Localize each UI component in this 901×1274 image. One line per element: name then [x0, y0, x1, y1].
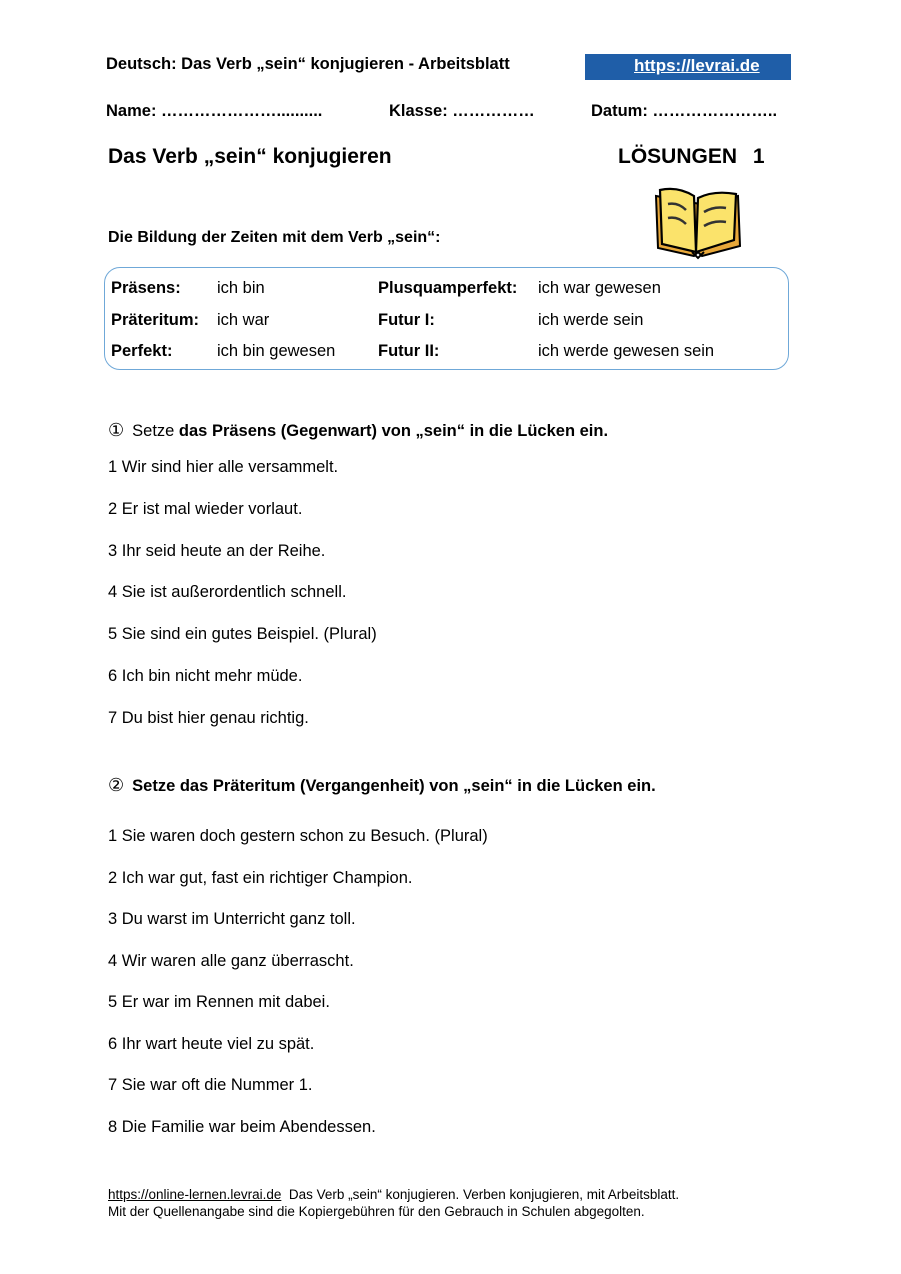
exercise-2-item: 2 Ich war gut, fast ein richtiger Champion. — [108, 869, 413, 887]
exercise-1-instruction: das Präsens (Gegenwart) von „sein“ in die Lücken ein. — [178, 422, 609, 440]
tense-value-praeteritum: ich war — [217, 311, 270, 329]
tense-value-plusquamperfekt: ich war gewesen — [538, 279, 661, 297]
exercise-1-item: 7 Du bist hier genau richtig. — [108, 709, 309, 727]
tense-label-praesens: Präsens: — [111, 279, 181, 297]
page-title: Das Verb „sein“ konjugieren — [108, 145, 392, 168]
exercise-1-item: 4 Sie ist außerordentlich schnell. — [108, 583, 347, 601]
exercise-2-item: 4 Wir waren alle ganz überrascht. — [108, 952, 354, 970]
exercise-1-heading — [108, 420, 608, 441]
open-book-icon — [648, 182, 746, 262]
worksheet-header-title: Deutsch: Das Verb „sein“ konjugieren - Arbeitsblatt — [106, 55, 510, 73]
tense-value-perfekt: ich bin gewesen — [217, 342, 336, 360]
circled-one-icon: ① — [108, 420, 125, 440]
brand-banner — [585, 54, 791, 80]
tense-label-futur2: Futur II: — [378, 342, 440, 360]
footer — [108, 1186, 679, 1220]
tenses-heading: Die Bildung der Zeiten mit dem Verb „sein“: — [108, 229, 441, 246]
datum-field: Datum: ………………….. — [591, 102, 778, 120]
brand-link[interactable]: https://levrai.de — [634, 56, 760, 75]
exercise-1-item: 2 Er ist mal wieder vorlaut. — [108, 500, 303, 518]
exercise-2-item: 5 Er war im Rennen mit dabei. — [108, 993, 330, 1011]
exercise-1-item: 6 Ich bin nicht mehr müde. — [108, 667, 303, 685]
exercise-2-item: 7 Sie war oft die Nummer 1. — [108, 1076, 313, 1094]
footer-line-2: Mit der Quellenangabe sind die Kopiergebühren für den Gebrauch in Schulen abgegolten. — [108, 1204, 645, 1219]
tense-label-perfekt: Perfekt: — [111, 342, 173, 360]
tense-label-praeteritum: Präteritum: — [111, 311, 200, 329]
circled-two-icon: ② — [108, 775, 125, 795]
exercise-1-item: 5 Sie sind ein gutes Beispiel. (Plural) — [108, 625, 377, 643]
solutions-label: LÖSUNGEN 1 — [618, 145, 765, 168]
exercise-2-item: 6 Ihr wart heute viel zu spät. — [108, 1035, 315, 1053]
exercise-2-heading — [108, 775, 656, 796]
tense-value-praesens: ich bin — [217, 279, 265, 297]
footer-link[interactable]: https://online-lernen.levrai.de — [108, 1187, 282, 1202]
tense-label-plusquamperfekt: Plusquamperfekt: — [378, 279, 518, 297]
exercise-2-instruction: Setze das Präteritum (Vergangenheit) von „sein“ in die Lücken ein. — [132, 777, 656, 795]
exercise-2-item: 3 Du warst im Unterricht ganz toll. — [108, 910, 356, 928]
footer-line-1 — [108, 1186, 679, 1203]
exercise-1-item: 1 Wir sind hier alle versammelt. — [108, 458, 339, 476]
exercise-2-item: 1 Sie waren doch gestern schon zu Besuch. (Plural) — [108, 827, 488, 845]
footer-description: Das Verb „sein“ konjugieren. Verben konjugieren, mit Arbeitsblatt. — [288, 1187, 680, 1202]
exercise-1-prefix: Setze — [132, 422, 179, 440]
tense-value-futur2: ich werde gewesen sein — [538, 342, 715, 360]
exercise-1-item: 3 Ihr seid heute an der Reihe. — [108, 542, 326, 560]
exercise-2-item: 8 Die Familie war beim Abendessen. — [108, 1118, 376, 1136]
name-field: Name: ………………….......... — [106, 102, 323, 120]
tense-value-futur1: ich werde sein — [538, 311, 644, 329]
tense-label-futur1: Futur I: — [378, 311, 435, 329]
klasse-field: Klasse: …………… — [389, 102, 535, 120]
